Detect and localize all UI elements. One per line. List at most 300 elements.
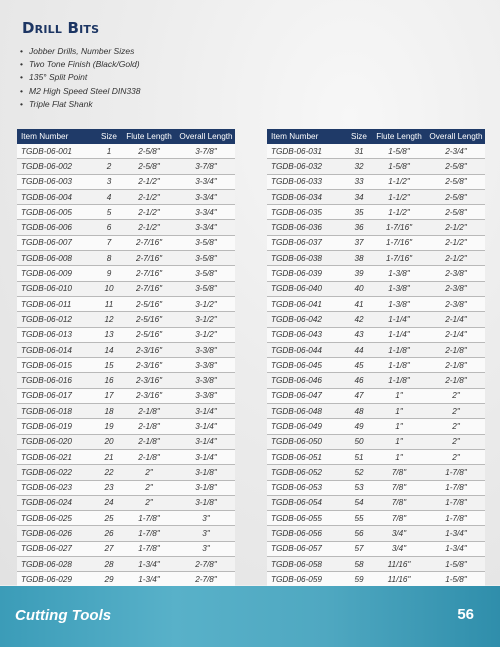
cell-item-number: TGDB-06-046 xyxy=(267,373,347,388)
table-row xyxy=(267,557,485,572)
cell-flute-length: 1-1/2" xyxy=(371,205,427,220)
cell-overall-length: 2-5/8" xyxy=(427,205,485,220)
table-row xyxy=(267,266,485,281)
cell-size: 20 xyxy=(97,434,121,449)
cell-item-number: TGDB-06-040 xyxy=(267,281,347,296)
cell-size: 41 xyxy=(347,296,371,311)
table-row xyxy=(17,404,235,419)
cell-size: 24 xyxy=(97,495,121,510)
cell-overall-length: 3-5/8" xyxy=(177,251,235,266)
drill-table-right xyxy=(267,129,485,603)
cell-size: 2 xyxy=(97,159,121,174)
cell-item-number: TGDB-06-059 xyxy=(267,572,347,587)
table-header-row xyxy=(267,129,485,144)
cell-flute-length: 1-3/4" xyxy=(121,572,177,587)
cell-item-number: TGDB-06-004 xyxy=(17,189,97,204)
table-row xyxy=(17,205,235,220)
cell-flute-length: 3/4" xyxy=(371,526,427,541)
table-row xyxy=(267,312,485,327)
cell-overall-length: 2-1/4" xyxy=(427,312,485,327)
table-row xyxy=(17,541,235,556)
cell-size: 23 xyxy=(97,480,121,495)
cell-overall-length: 3-3/4" xyxy=(177,174,235,189)
cell-size: 34 xyxy=(347,189,371,204)
cell-size: 29 xyxy=(97,572,121,587)
cell-flute-length: 1-7/16" xyxy=(371,251,427,266)
cell-size: 8 xyxy=(97,251,121,266)
cell-flute-length: 1-3/8" xyxy=(371,281,427,296)
cell-overall-length: 2" xyxy=(427,434,485,449)
cell-item-number: TGDB-06-028 xyxy=(17,557,97,572)
cell-size: 52 xyxy=(347,465,371,480)
cell-overall-length: 2-7/8" xyxy=(177,572,235,587)
table-row xyxy=(267,541,485,556)
cell-item-number: TGDB-06-058 xyxy=(267,557,347,572)
cell-item-number: TGDB-06-018 xyxy=(17,404,97,419)
cell-item-number: TGDB-06-042 xyxy=(267,312,347,327)
cell-item-number: TGDB-06-043 xyxy=(267,327,347,342)
table-row xyxy=(17,434,235,449)
cell-flute-length: 2-5/8" xyxy=(121,144,177,159)
cell-flute-length: 1-7/8" xyxy=(121,541,177,556)
cell-item-number: TGDB-06-045 xyxy=(267,358,347,373)
table-row xyxy=(267,205,485,220)
header-flute-length: Flute Length xyxy=(121,129,177,144)
cell-item-number: TGDB-06-016 xyxy=(17,373,97,388)
table-row xyxy=(267,174,485,189)
table-row xyxy=(267,251,485,266)
cell-size: 16 xyxy=(97,373,121,388)
cell-overall-length: 2-7/8" xyxy=(177,557,235,572)
cell-overall-length: 3-5/8" xyxy=(177,281,235,296)
cell-flute-length: 1" xyxy=(371,388,427,403)
table-row xyxy=(17,189,235,204)
cell-overall-length: 2-5/8" xyxy=(427,159,485,174)
cell-overall-length: 3" xyxy=(177,541,235,556)
cell-overall-length: 3-1/8" xyxy=(177,495,235,510)
cell-flute-length: 2-3/16" xyxy=(121,358,177,373)
table-row xyxy=(17,220,235,235)
table-row xyxy=(17,144,235,159)
cell-flute-length: 2-7/16" xyxy=(121,251,177,266)
cell-size: 33 xyxy=(347,174,371,189)
cell-size: 46 xyxy=(347,373,371,388)
cell-size: 36 xyxy=(347,220,371,235)
table-row xyxy=(267,189,485,204)
cell-flute-length: 2-7/16" xyxy=(121,266,177,281)
cell-item-number: TGDB-06-026 xyxy=(17,526,97,541)
table-row xyxy=(267,572,485,587)
cell-flute-length: 1-1/8" xyxy=(371,373,427,388)
cell-flute-length: 2" xyxy=(121,480,177,495)
table-row xyxy=(17,342,235,357)
table-row xyxy=(267,144,485,159)
cell-flute-length: 1-1/8" xyxy=(371,358,427,373)
table-row xyxy=(17,388,235,403)
cell-size: 14 xyxy=(97,342,121,357)
table-row xyxy=(17,174,235,189)
cell-size: 12 xyxy=(97,312,121,327)
cell-flute-length: 11/16" xyxy=(371,572,427,587)
cell-overall-length: 3-3/4" xyxy=(177,189,235,204)
cell-item-number: TGDB-06-006 xyxy=(17,220,97,235)
header-overall-length: Overall Length xyxy=(177,129,235,144)
cell-size: 38 xyxy=(347,251,371,266)
cell-item-number: TGDB-06-010 xyxy=(17,281,97,296)
table-row xyxy=(17,373,235,388)
cell-overall-length: 1-5/8" xyxy=(427,557,485,572)
cell-item-number: TGDB-06-050 xyxy=(267,434,347,449)
cell-size: 42 xyxy=(347,312,371,327)
cell-overall-length: 3" xyxy=(177,526,235,541)
cell-size: 40 xyxy=(347,281,371,296)
table-row xyxy=(17,358,235,373)
table-row xyxy=(267,220,485,235)
cell-flute-length: 1-1/8" xyxy=(371,342,427,357)
cell-overall-length: 2-1/2" xyxy=(427,235,485,250)
table-row xyxy=(267,159,485,174)
cell-flute-length: 7/8" xyxy=(371,480,427,495)
cell-item-number: TGDB-06-048 xyxy=(267,404,347,419)
cell-flute-length: 2-3/16" xyxy=(121,388,177,403)
table-row xyxy=(17,557,235,572)
cell-flute-length: 2-5/16" xyxy=(121,327,177,342)
cell-flute-length: 2-1/8" xyxy=(121,419,177,434)
cell-size: 56 xyxy=(347,526,371,541)
table-row xyxy=(267,480,485,495)
cell-flute-length: 1-1/4" xyxy=(371,327,427,342)
cell-overall-length: 3-1/2" xyxy=(177,296,235,311)
cell-flute-length: 1-3/4" xyxy=(121,557,177,572)
header-size: Size xyxy=(347,129,371,144)
cell-flute-length: 2-3/16" xyxy=(121,373,177,388)
cell-size: 19 xyxy=(97,419,121,434)
table-row xyxy=(17,281,235,296)
cell-size: 53 xyxy=(347,480,371,495)
table-row xyxy=(267,419,485,434)
cell-size: 13 xyxy=(97,327,121,342)
cell-item-number: TGDB-06-011 xyxy=(17,296,97,311)
cell-item-number: TGDB-06-015 xyxy=(17,358,97,373)
cell-flute-length: 2-5/16" xyxy=(121,312,177,327)
table-row xyxy=(17,465,235,480)
table-row xyxy=(17,526,235,541)
cell-size: 37 xyxy=(347,235,371,250)
cell-overall-length: 2-1/4" xyxy=(427,327,485,342)
cell-overall-length: 3-3/8" xyxy=(177,358,235,373)
cell-overall-length: 2" xyxy=(427,404,485,419)
cell-size: 43 xyxy=(347,327,371,342)
cell-flute-length: 2-1/2" xyxy=(121,174,177,189)
cell-item-number: TGDB-06-025 xyxy=(17,511,97,526)
cell-flute-length: 1-7/16" xyxy=(371,235,427,250)
cell-size: 54 xyxy=(347,495,371,510)
page-number: 56 xyxy=(457,606,474,623)
table-row xyxy=(17,159,235,174)
cell-flute-length: 2-1/2" xyxy=(121,220,177,235)
cell-overall-length: 2" xyxy=(427,419,485,434)
cell-flute-length: 2-5/16" xyxy=(121,296,177,311)
table-row xyxy=(267,373,485,388)
feature-item: • Triple Flat Shank xyxy=(20,98,141,111)
table-row xyxy=(17,266,235,281)
cell-item-number: TGDB-06-038 xyxy=(267,251,347,266)
table-header-row xyxy=(17,129,235,144)
cell-flute-length: 2-1/8" xyxy=(121,449,177,464)
cell-item-number: TGDB-06-034 xyxy=(267,189,347,204)
cell-size: 6 xyxy=(97,220,121,235)
cell-flute-length: 1-3/8" xyxy=(371,266,427,281)
cell-flute-length: 2-7/16" xyxy=(121,281,177,296)
cell-overall-length: 3-5/8" xyxy=(177,235,235,250)
table-row xyxy=(17,495,235,510)
cell-item-number: TGDB-06-012 xyxy=(17,312,97,327)
table-row xyxy=(267,495,485,510)
cell-item-number: TGDB-06-017 xyxy=(17,388,97,403)
cell-item-number: TGDB-06-024 xyxy=(17,495,97,510)
cell-overall-length: 2-1/8" xyxy=(427,342,485,357)
cell-overall-length: 2-5/8" xyxy=(427,174,485,189)
cell-item-number: TGDB-06-036 xyxy=(267,220,347,235)
cell-flute-length: 7/8" xyxy=(371,511,427,526)
cell-size: 10 xyxy=(97,281,121,296)
cell-item-number: TGDB-06-009 xyxy=(17,266,97,281)
cell-item-number: TGDB-06-014 xyxy=(17,342,97,357)
cell-flute-length: 1-1/2" xyxy=(371,174,427,189)
cell-overall-length: 1-7/8" xyxy=(427,495,485,510)
cell-flute-length: 1-3/8" xyxy=(371,296,427,311)
cell-overall-length: 3-1/4" xyxy=(177,434,235,449)
table-row xyxy=(267,296,485,311)
cell-item-number: TGDB-06-051 xyxy=(267,449,347,464)
cell-item-number: TGDB-06-013 xyxy=(17,327,97,342)
cell-flute-length: 2" xyxy=(121,465,177,480)
cell-size: 45 xyxy=(347,358,371,373)
cell-size: 9 xyxy=(97,266,121,281)
cell-size: 55 xyxy=(347,511,371,526)
table-row xyxy=(267,388,485,403)
header-item-number: Item Number xyxy=(17,129,97,144)
cell-item-number: TGDB-06-035 xyxy=(267,205,347,220)
table-row xyxy=(267,327,485,342)
footer-banner xyxy=(0,586,500,647)
cell-flute-length: 2-5/8" xyxy=(121,159,177,174)
table-row xyxy=(267,449,485,464)
cell-flute-length: 2-1/8" xyxy=(121,404,177,419)
header-overall-length: Overall Length xyxy=(427,129,485,144)
cell-flute-length: 1-7/8" xyxy=(121,526,177,541)
cell-size: 51 xyxy=(347,449,371,464)
cell-item-number: TGDB-06-022 xyxy=(17,465,97,480)
cell-size: 18 xyxy=(97,404,121,419)
table-row xyxy=(267,434,485,449)
cell-item-number: TGDB-06-019 xyxy=(17,419,97,434)
cell-flute-length: 2-1/2" xyxy=(121,205,177,220)
cell-size: 50 xyxy=(347,434,371,449)
cell-item-number: TGDB-06-055 xyxy=(267,511,347,526)
cell-overall-length: 3-3/8" xyxy=(177,388,235,403)
cell-size: 17 xyxy=(97,388,121,403)
cell-overall-length: 3-3/4" xyxy=(177,220,235,235)
cell-overall-length: 3-1/2" xyxy=(177,327,235,342)
cell-flute-length: 2-1/2" xyxy=(121,189,177,204)
cell-overall-length: 3-1/8" xyxy=(177,465,235,480)
table-row xyxy=(17,296,235,311)
table-row xyxy=(17,327,235,342)
cell-item-number: TGDB-06-023 xyxy=(17,480,97,495)
cell-overall-length: 2-5/8" xyxy=(427,189,485,204)
cell-overall-length: 3-1/8" xyxy=(177,480,235,495)
cell-item-number: TGDB-06-056 xyxy=(267,526,347,541)
cell-size: 58 xyxy=(347,557,371,572)
cell-flute-length: 7/8" xyxy=(371,495,427,510)
header-flute-length: Flute Length xyxy=(371,129,427,144)
cell-flute-length: 1-1/2" xyxy=(371,189,427,204)
table-row xyxy=(17,480,235,495)
cell-size: 27 xyxy=(97,541,121,556)
header-item-number: Item Number xyxy=(267,129,347,144)
cell-item-number: TGDB-06-031 xyxy=(267,144,347,159)
table-row xyxy=(267,342,485,357)
cell-overall-length: 2-3/8" xyxy=(427,266,485,281)
cell-item-number: TGDB-06-020 xyxy=(17,434,97,449)
feature-list xyxy=(20,45,141,111)
cell-item-number: TGDB-06-029 xyxy=(17,572,97,587)
feature-item: • 135° Split Point xyxy=(20,71,141,84)
cell-overall-length: 2-1/8" xyxy=(427,358,485,373)
cell-overall-length: 3" xyxy=(177,511,235,526)
cell-overall-length: 3-3/8" xyxy=(177,373,235,388)
cell-flute-length: 2-7/16" xyxy=(121,235,177,250)
cell-flute-length: 1-7/8" xyxy=(121,511,177,526)
cell-overall-length: 3-5/8" xyxy=(177,266,235,281)
feature-item: • Jobber Drills, Number Sizes xyxy=(20,45,141,58)
cell-item-number: TGDB-06-053 xyxy=(267,480,347,495)
cell-overall-length: 2-3/8" xyxy=(427,296,485,311)
cell-flute-length: 1-5/8" xyxy=(371,159,427,174)
cell-overall-length: 3-1/2" xyxy=(177,312,235,327)
cell-flute-length: 1-7/16" xyxy=(371,220,427,235)
table-body-right xyxy=(267,144,485,602)
table-body-left xyxy=(17,144,235,602)
cell-size: 11 xyxy=(97,296,121,311)
cell-size: 57 xyxy=(347,541,371,556)
table-row xyxy=(17,511,235,526)
cell-flute-length: 1" xyxy=(371,404,427,419)
cell-size: 7 xyxy=(97,235,121,250)
cell-overall-length: 1-3/4" xyxy=(427,526,485,541)
page-title: Drill Bits xyxy=(22,19,100,37)
table-row xyxy=(17,312,235,327)
footer-section-title: Cutting Tools xyxy=(15,607,112,624)
cell-flute-length: 2" xyxy=(121,495,177,510)
cell-overall-length: 3-1/4" xyxy=(177,419,235,434)
cell-overall-length: 2" xyxy=(427,388,485,403)
cell-size: 25 xyxy=(97,511,121,526)
cell-size: 39 xyxy=(347,266,371,281)
cell-item-number: TGDB-06-003 xyxy=(17,174,97,189)
table-row xyxy=(267,404,485,419)
cell-size: 26 xyxy=(97,526,121,541)
table-row xyxy=(267,358,485,373)
cell-item-number: TGDB-06-001 xyxy=(17,144,97,159)
table-row xyxy=(267,526,485,541)
cell-overall-length: 1-5/8" xyxy=(427,572,485,587)
cell-item-number: TGDB-06-032 xyxy=(267,159,347,174)
cell-size: 44 xyxy=(347,342,371,357)
cell-size: 22 xyxy=(97,465,121,480)
cell-overall-length: 2" xyxy=(427,449,485,464)
cell-overall-length: 2-1/2" xyxy=(427,220,485,235)
cell-item-number: TGDB-06-049 xyxy=(267,419,347,434)
cell-size: 47 xyxy=(347,388,371,403)
table-row xyxy=(267,511,485,526)
cell-flute-length: 1-1/4" xyxy=(371,312,427,327)
table-row xyxy=(17,572,235,587)
cell-flute-length: 2-1/8" xyxy=(121,434,177,449)
cell-item-number: TGDB-06-041 xyxy=(267,296,347,311)
cell-overall-length: 3-7/8" xyxy=(177,159,235,174)
cell-item-number: TGDB-06-037 xyxy=(267,235,347,250)
cell-overall-length: 3-3/4" xyxy=(177,205,235,220)
cell-size: 49 xyxy=(347,419,371,434)
cell-item-number: TGDB-06-005 xyxy=(17,205,97,220)
cell-overall-length: 3-1/4" xyxy=(177,404,235,419)
cell-item-number: TGDB-06-008 xyxy=(17,251,97,266)
cell-size: 35 xyxy=(347,205,371,220)
cell-overall-length: 2-3/4" xyxy=(427,144,485,159)
table-row xyxy=(267,281,485,296)
table-row xyxy=(267,465,485,480)
drill-table-left xyxy=(17,129,235,603)
table-row xyxy=(17,251,235,266)
cell-item-number: TGDB-06-033 xyxy=(267,174,347,189)
feature-item: • Two Tone Finish (Black/Gold) xyxy=(20,58,141,71)
cell-overall-length: 1-7/8" xyxy=(427,511,485,526)
cell-size: 5 xyxy=(97,205,121,220)
cell-flute-length: 2-3/16" xyxy=(121,342,177,357)
table-row xyxy=(267,235,485,250)
cell-flute-length: 7/8" xyxy=(371,465,427,480)
cell-overall-length: 3-7/8" xyxy=(177,144,235,159)
cell-flute-length: 11/16" xyxy=(371,557,427,572)
cell-size: 1 xyxy=(97,144,121,159)
cell-size: 4 xyxy=(97,189,121,204)
header-size: Size xyxy=(97,129,121,144)
cell-size: 28 xyxy=(97,557,121,572)
feature-item: • M2 High Speed Steel DIN338 xyxy=(20,85,141,98)
cell-size: 21 xyxy=(97,449,121,464)
cell-item-number: TGDB-06-054 xyxy=(267,495,347,510)
cell-flute-length: 1" xyxy=(371,419,427,434)
cell-overall-length: 3-1/4" xyxy=(177,449,235,464)
cell-overall-length: 2-3/8" xyxy=(427,281,485,296)
cell-size: 3 xyxy=(97,174,121,189)
cell-overall-length: 2-1/2" xyxy=(427,251,485,266)
cell-size: 31 xyxy=(347,144,371,159)
cell-size: 48 xyxy=(347,404,371,419)
cell-overall-length: 2-1/8" xyxy=(427,373,485,388)
cell-overall-length: 1-7/8" xyxy=(427,465,485,480)
cell-item-number: TGDB-06-057 xyxy=(267,541,347,556)
cell-item-number: TGDB-06-039 xyxy=(267,266,347,281)
cell-size: 15 xyxy=(97,358,121,373)
cell-item-number: TGDB-06-002 xyxy=(17,159,97,174)
table-row xyxy=(17,235,235,250)
cell-size: 59 xyxy=(347,572,371,587)
cell-overall-length: 1-7/8" xyxy=(427,480,485,495)
cell-item-number: TGDB-06-021 xyxy=(17,449,97,464)
